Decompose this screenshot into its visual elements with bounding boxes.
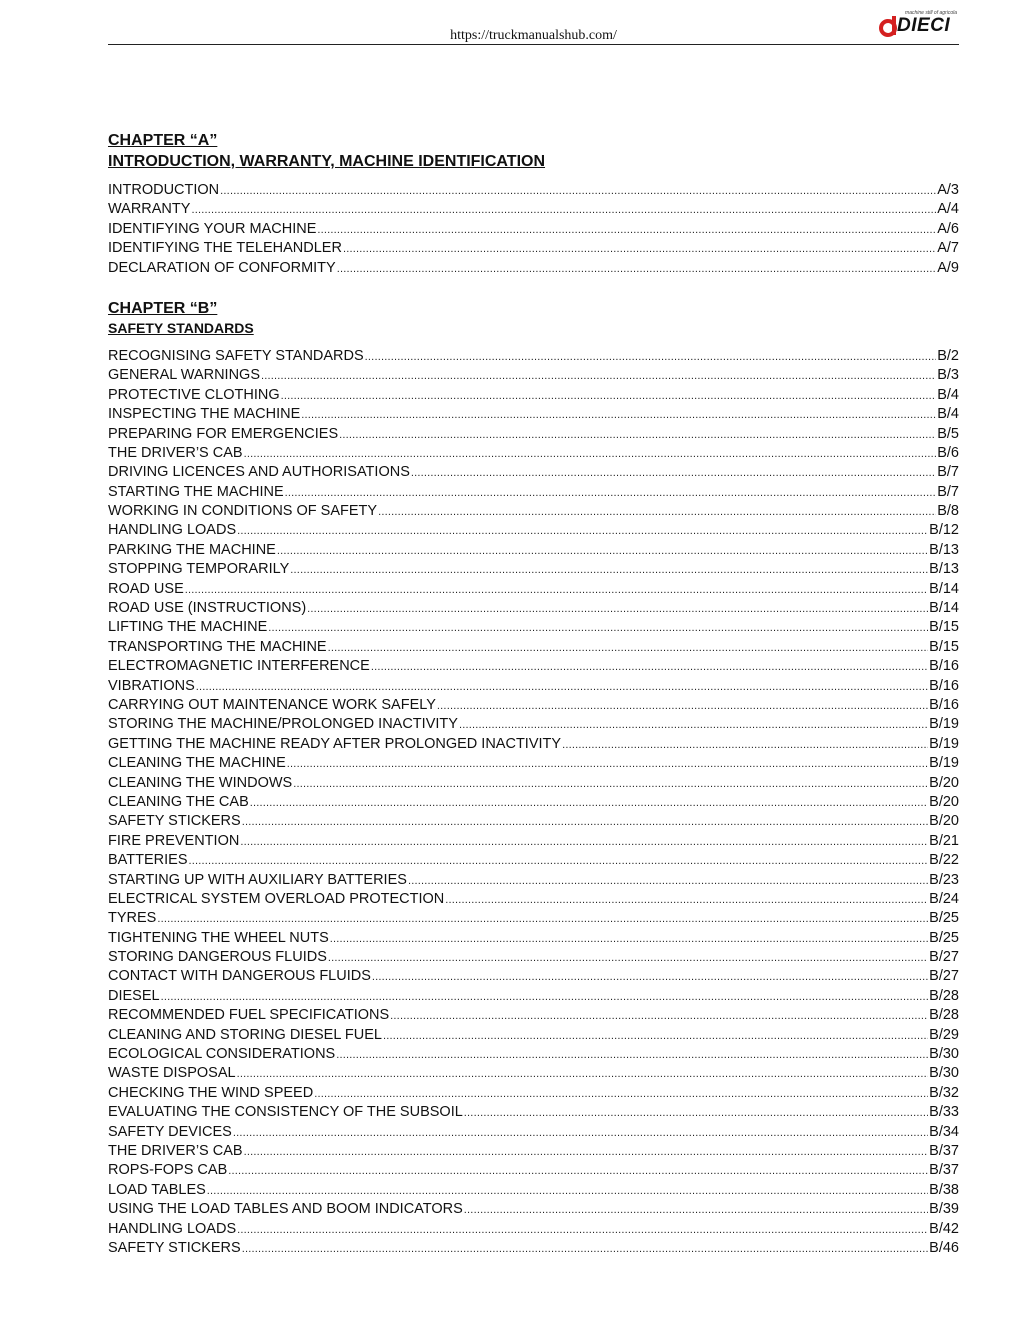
- toc-entry[interactable]: [108, 200, 959, 219]
- toc-entry[interactable]: [108, 599, 959, 618]
- toc-entry[interactable]: [108, 638, 959, 657]
- logo-brand: DIECI: [897, 15, 951, 36]
- toc-entry-title: WASTE DISPOSAL: [108, 1065, 236, 1082]
- toc-entry-page: B/15: [929, 619, 959, 636]
- toc-entry-title: CLEANING THE MACHINE: [108, 755, 286, 772]
- toc-entry-title: SAFETY STICKERS: [108, 1239, 241, 1256]
- toc-entry-title: IDENTIFYING THE TELEHANDLER: [108, 240, 342, 257]
- toc-entry[interactable]: [108, 541, 959, 560]
- dot-leader: [228, 1162, 928, 1181]
- toc-entry-page: A/7: [937, 240, 959, 257]
- dot-leader: [285, 484, 937, 503]
- dot-leader: [290, 561, 928, 580]
- toc-entry-page: A/4: [937, 201, 959, 218]
- toc-entry-title: ROAD USE (INSTRUCTIONS): [108, 600, 307, 617]
- toc-entry-title: GETTING THE MACHINE READY AFTER PROLONGED INACTIVITY: [108, 735, 562, 752]
- dot-leader: [281, 387, 937, 406]
- toc-entry[interactable]: [108, 929, 959, 948]
- dot-leader: [191, 201, 936, 220]
- page-header: [108, 0, 959, 45]
- dot-leader: [378, 503, 936, 522]
- dot-leader: [242, 1240, 928, 1259]
- toc-entry-page: B/19: [929, 755, 959, 772]
- toc-entry-title: ELECTRICAL SYSTEM OVERLOAD PROTECTION: [108, 890, 445, 907]
- toc-entry[interactable]: [108, 1123, 959, 1142]
- toc-entry-page: B/19: [929, 716, 959, 733]
- toc-entry-page: B/16: [929, 677, 959, 694]
- toc-entry[interactable]: [108, 1161, 959, 1180]
- toc-entry-page: A/6: [937, 220, 959, 237]
- dot-leader: [437, 697, 928, 716]
- toc-entry[interactable]: [108, 1181, 959, 1200]
- toc-entry[interactable]: [108, 987, 959, 1006]
- dot-leader: [383, 1027, 928, 1046]
- toc-entry[interactable]: [108, 677, 959, 696]
- toc-entry[interactable]: [108, 483, 959, 502]
- dot-leader: [237, 1065, 929, 1084]
- dot-leader: [161, 988, 929, 1007]
- toc-entry-page: B/4: [937, 386, 959, 403]
- toc-entry[interactable]: [108, 1084, 959, 1103]
- dot-leader: [390, 1007, 928, 1026]
- toc-entry-page: B/46: [929, 1239, 959, 1256]
- toc-entry[interactable]: [108, 425, 959, 444]
- toc-entry-page: B/23: [929, 871, 959, 888]
- toc-entry-page: B/21: [929, 832, 959, 849]
- chapter-block: [108, 130, 959, 278]
- dot-leader: [408, 872, 928, 891]
- toc-entry-title: BATTERIES: [108, 852, 188, 869]
- toc-entry-title: CHECKING THE WIND SPEED: [108, 1084, 314, 1101]
- dot-leader: [268, 619, 928, 638]
- toc-entry-page: B/7: [937, 464, 959, 481]
- dot-leader: [250, 794, 928, 813]
- toc-entry-title: GENERAL WARNINGS: [108, 367, 261, 384]
- toc-entry-title: ROPS-FOPS CAB: [108, 1162, 228, 1179]
- toc-entry-title: TRANSPORTING THE MACHINE: [108, 638, 327, 655]
- toc-entry-title: ELECTROMAGNETIC INTERFERENCE: [108, 658, 370, 675]
- dot-leader: [277, 542, 928, 561]
- toc-entry-page: B/7: [937, 483, 959, 500]
- toc-entry[interactable]: [108, 967, 959, 986]
- toc-entry-page: B/32: [929, 1084, 959, 1101]
- toc-entry-title: CLEANING THE WINDOWS: [108, 774, 293, 791]
- toc-entry-page: B/28: [929, 987, 959, 1004]
- toc-entry[interactable]: [108, 220, 959, 239]
- dot-leader: [157, 910, 928, 929]
- toc-entry-title: PARKING THE MACHINE: [108, 541, 276, 558]
- toc-entry-title: CLEANING THE CAB: [108, 793, 249, 810]
- chapter-subtitle: INTRODUCTION, WARRANTY, MACHINE IDENTIFICATION: [108, 153, 546, 170]
- dot-leader: [330, 930, 928, 949]
- toc-entry-title: INSPECTING THE MACHINE: [108, 406, 301, 423]
- toc-entry[interactable]: [108, 715, 959, 734]
- dot-leader: [287, 755, 928, 774]
- toc-entry-page: B/14: [929, 600, 959, 617]
- toc-entry-title: DECLARATION OF CONFORMITY: [108, 259, 336, 276]
- toc-entry-title: STORING THE MACHINE/PROLONGED INACTIVITY: [108, 716, 458, 733]
- toc-entry[interactable]: [108, 832, 959, 851]
- dot-leader: [464, 1201, 928, 1220]
- dot-leader: [261, 367, 936, 386]
- dot-leader: [336, 1046, 928, 1065]
- dot-leader: [464, 1104, 928, 1123]
- toc-entry-page: B/38: [929, 1181, 959, 1198]
- toc-entry-title: STOPPING TEMPORARILY: [108, 561, 290, 578]
- toc-entry[interactable]: [108, 366, 959, 385]
- toc-entry-title: WORKING IN CONDITIONS OF SAFETY: [108, 503, 378, 520]
- dot-leader: [562, 736, 928, 755]
- toc-entry-title: CONTACT WITH DANGEROUS FLUIDS: [108, 968, 371, 985]
- toc-entry[interactable]: [108, 386, 959, 405]
- toc-entry-title: RECOGNISING SAFETY STANDARDS: [108, 347, 364, 364]
- toc-entry[interactable]: [108, 696, 959, 715]
- toc-entry[interactable]: [108, 1026, 959, 1045]
- toc-entry[interactable]: [108, 239, 959, 258]
- toc-entry-page: B/3: [937, 367, 959, 384]
- toc-entry-page: B/4: [937, 406, 959, 423]
- toc-entry[interactable]: [108, 851, 959, 870]
- toc-entry[interactable]: [108, 405, 959, 424]
- toc-entry-page: B/19: [929, 735, 959, 752]
- toc-entry[interactable]: [108, 1220, 959, 1239]
- dot-leader: [196, 678, 928, 697]
- chapter-block: [108, 298, 959, 1258]
- toc-entry-title: USING THE LOAD TABLES AND BOOM INDICATORS: [108, 1201, 463, 1218]
- dot-leader: [445, 891, 928, 910]
- toc-entry-page: B/33: [929, 1104, 959, 1121]
- dot-leader: [314, 1085, 928, 1104]
- dot-leader: [301, 406, 936, 425]
- dot-leader: [328, 639, 929, 658]
- toc-entry-title: CLEANING AND STORING DIESEL FUEL: [108, 1026, 382, 1043]
- toc-entry-page: B/16: [929, 696, 959, 713]
- dot-leader: [307, 600, 928, 619]
- chapter-subtitle: SAFETY STANDARDS: [108, 319, 254, 336]
- toc-entry[interactable]: [108, 521, 959, 540]
- toc-entry[interactable]: [108, 774, 959, 793]
- toc-entry[interactable]: [108, 502, 959, 521]
- toc-entry-page: B/20: [929, 793, 959, 810]
- toc-entry-title: DIESEL: [108, 987, 160, 1004]
- toc-entry[interactable]: [108, 580, 959, 599]
- toc-entry[interactable]: [108, 259, 959, 278]
- dot-leader: [207, 1182, 928, 1201]
- dot-leader: [237, 1221, 928, 1240]
- toc-entry-title: ROAD USE: [108, 580, 184, 597]
- toc-entry[interactable]: [108, 1103, 959, 1122]
- toc-entry-page: B/24: [929, 890, 959, 907]
- toc-entry-page: B/42: [929, 1220, 959, 1237]
- toc-entry-title: EVALUATING THE CONSISTENCY OF THE SUBSOIL: [108, 1104, 463, 1121]
- toc-entry-page: B/22: [929, 852, 959, 869]
- toc-entry-page: B/6: [937, 444, 959, 461]
- dot-leader: [233, 1124, 928, 1143]
- toc-entry-title: LOAD TABLES: [108, 1181, 206, 1198]
- dot-leader: [328, 949, 928, 968]
- toc-entry-title: STARTING THE MACHINE: [108, 483, 284, 500]
- toc-entry-page: B/28: [929, 1007, 959, 1024]
- toc-entry-page: B/25: [929, 929, 959, 946]
- toc-entry-page: B/5: [937, 425, 959, 442]
- toc-entry[interactable]: [108, 1006, 959, 1025]
- toc-entry[interactable]: [108, 657, 959, 676]
- table-of-contents: [108, 130, 959, 1278]
- toc-entry-page: B/20: [929, 813, 959, 830]
- toc-entry-page: B/30: [929, 1065, 959, 1082]
- dot-leader: [339, 426, 936, 445]
- toc-entry-title: DRIVING LICENCES AND AUTHORISATIONS: [108, 464, 410, 481]
- toc-entry-title: LIFTING THE MACHINE: [108, 619, 268, 636]
- dot-leader: [459, 716, 928, 735]
- toc-entry-title: TYRES: [108, 910, 157, 927]
- toc-entry-page: B/13: [929, 561, 959, 578]
- chapter-title: CHAPTER “B”: [108, 299, 218, 317]
- dot-leader: [343, 240, 936, 259]
- dot-leader: [237, 522, 928, 541]
- toc-entry-page: B/14: [929, 580, 959, 597]
- chapter-title: CHAPTER “A”: [108, 132, 218, 149]
- dot-leader: [365, 348, 937, 367]
- toc-entry[interactable]: [108, 871, 959, 890]
- toc-entry-page: B/27: [929, 949, 959, 966]
- toc-entry-page: B/39: [929, 1201, 959, 1218]
- toc-entry-title: CARRYING OUT MAINTENANCE WORK SAFELY: [108, 696, 436, 713]
- dot-leader: [372, 968, 928, 987]
- toc-entry[interactable]: [108, 1200, 959, 1219]
- dot-leader: [411, 464, 936, 483]
- toc-entry-title: RECOMMENDED FUEL SPECIFICATIONS: [108, 1007, 390, 1024]
- dot-leader: [293, 775, 928, 794]
- toc-entry-page: B/30: [929, 1046, 959, 1063]
- toc-entry-page: B/2: [937, 347, 959, 364]
- toc-entry-title: STORING DANGEROUS FLUIDS: [108, 949, 327, 966]
- toc-entry[interactable]: [108, 1142, 959, 1161]
- toc-entry-title: THE DRIVER’S CAB: [108, 1142, 243, 1159]
- toc-entry[interactable]: [108, 618, 959, 637]
- dot-leader: [244, 445, 937, 464]
- toc-entry-title: ECOLOGICAL CONSIDERATIONS: [108, 1046, 336, 1063]
- toc-entry-title: FIRE PREVENTION: [108, 832, 240, 849]
- dot-leader: [337, 260, 937, 279]
- dot-leader: [220, 182, 936, 201]
- dot-leader: [371, 658, 928, 677]
- toc-entry-title: VIBRATIONS: [108, 677, 195, 694]
- toc-entry[interactable]: [108, 812, 959, 831]
- toc-entry-page: B/15: [929, 638, 959, 655]
- toc-entry-title: PREPARING FOR EMERGENCIES: [108, 425, 339, 442]
- toc-entry-title: HANDLING LOADS: [108, 1220, 237, 1237]
- dot-leader: [185, 581, 928, 600]
- toc-entry-page: B/25: [929, 910, 959, 927]
- toc-entry-page: A/3: [937, 182, 959, 198]
- toc-entry-title: IDENTIFYING YOUR MACHINE: [108, 220, 317, 237]
- toc-entry-page: B/8: [937, 503, 959, 520]
- toc-entry[interactable]: [108, 754, 959, 773]
- dot-leader: [317, 221, 936, 240]
- dot-leader: [240, 833, 928, 852]
- toc-entry[interactable]: [108, 181, 959, 200]
- toc-entry[interactable]: [108, 890, 959, 909]
- toc-entry-page: A/9: [937, 259, 959, 276]
- toc-entry-title: SAFETY DEVICES: [108, 1123, 232, 1140]
- dot-leader: [189, 852, 929, 871]
- toc-entry-title: THE DRIVER’S CAB: [108, 444, 243, 461]
- toc-entry-title: PROTECTIVE CLOTHING: [108, 386, 280, 403]
- toc-entry[interactable]: [108, 909, 959, 928]
- toc-entry[interactable]: [108, 793, 959, 812]
- toc-entry-page: B/20: [929, 774, 959, 791]
- source-url[interactable]: https://truckmanualshub.com/: [450, 28, 617, 43]
- toc-entry-page: B/37: [929, 1142, 959, 1159]
- toc-entry-title: SAFETY STICKERS: [108, 813, 241, 830]
- toc-entry-page: B/16: [929, 658, 959, 675]
- toc-entry-title: INTRODUCTION: [108, 182, 220, 198]
- toc-entry-page: B/13: [929, 541, 959, 558]
- toc-entry-page: B/34: [929, 1123, 959, 1140]
- toc-entry[interactable]: [108, 735, 959, 754]
- toc-entry[interactable]: [108, 347, 959, 366]
- logo-tagline: machine still of agricola: [905, 10, 957, 16]
- toc-entry[interactable]: [108, 948, 959, 967]
- toc-entry-page: B/27: [929, 968, 959, 985]
- toc-entry[interactable]: [108, 560, 959, 579]
- toc-entry[interactable]: [108, 1239, 959, 1258]
- toc-entry-page: B/12: [929, 522, 959, 539]
- toc-entry-title: TIGHTENING THE WHEEL NUTS: [108, 929, 329, 946]
- dieci-logo: [879, 10, 959, 40]
- toc-entry[interactable]: [108, 444, 959, 463]
- toc-entry[interactable]: [108, 463, 959, 482]
- toc-entry-title: WARRANTY: [108, 201, 191, 218]
- toc-entry[interactable]: [108, 1045, 959, 1064]
- toc-entry-page: B/37: [929, 1162, 959, 1179]
- toc-entry[interactable]: [108, 1064, 959, 1083]
- dot-leader: [242, 813, 928, 832]
- toc-entry-page: B/29: [929, 1026, 959, 1043]
- toc-entry-title: HANDLING LOADS: [108, 522, 237, 539]
- dot-leader: [244, 1143, 929, 1162]
- toc-entry-title: STARTING UP WITH AUXILIARY BATTERIES: [108, 871, 407, 888]
